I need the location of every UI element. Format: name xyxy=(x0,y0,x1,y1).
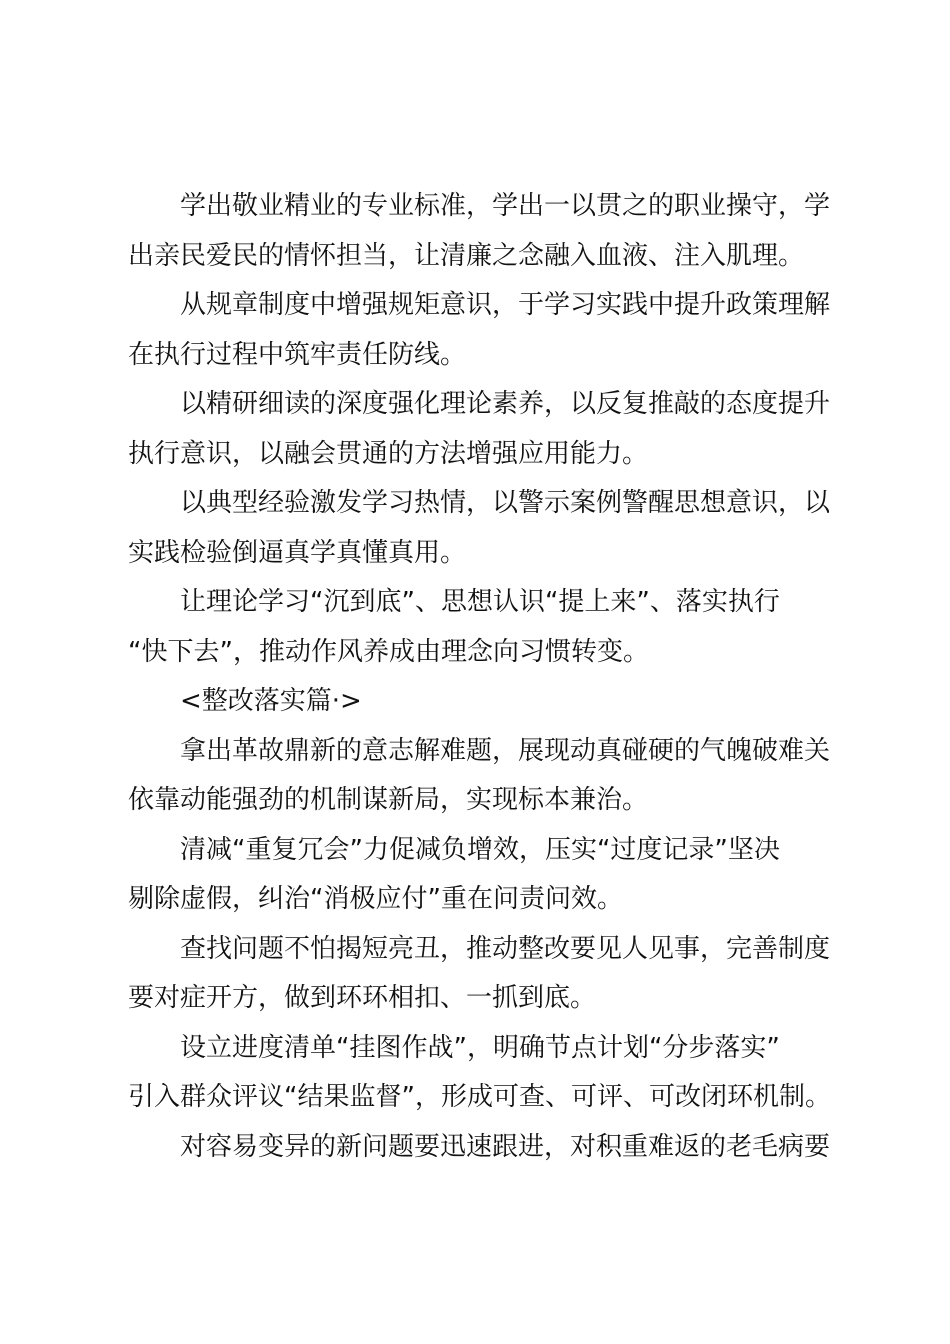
text-line: 学出敬业精业的专业标准，学出一以贯之的职业操守，学 xyxy=(180,191,831,221)
paragraph xyxy=(128,479,832,578)
text-line: 要对症开方，做到环环相扣、一抓到底。 xyxy=(128,983,597,1013)
section-heading xyxy=(128,677,832,727)
text-line: 依靠动能强劲的机制谋新局，实现标本兼治。 xyxy=(128,785,649,815)
text-line: 引入群众评议“结果监督”，形成可查、可评、可改闭环机制。 xyxy=(128,1082,831,1112)
text-line: 从规章制度中增强规矩意识，于学习实践中提升政策理解 xyxy=(180,290,831,320)
text-line: 设立进度清单“挂图作战”，明确节点计划“分步落实” xyxy=(180,1032,780,1063)
paragraph xyxy=(128,1123,832,1173)
text-line: 在执行过程中筑牢责任防线。 xyxy=(128,339,467,370)
text-line: “快下去”，推动作风养成由理念向习惯转变。 xyxy=(128,636,649,667)
paragraph xyxy=(128,925,832,1024)
text-line: 拿出革故鼎新的意志解难题，展现动真碰硬的气魄破难关 xyxy=(180,735,831,766)
text-line: 以典型经验激发学习热情，以警示案例警醒思想意识，以 xyxy=(180,488,831,518)
text-line: 对容易变异的新问题要迅速跟进，对积重难返的老毛病要 xyxy=(180,1131,831,1162)
paragraph xyxy=(128,380,832,479)
text-line: 出亲民爱民的情怀担当，让清廉之念融入血液、注入肌理。 xyxy=(128,240,805,271)
text-line: 让理论学习“沉到底”、思想认识“提上来”、落实执行 xyxy=(180,587,780,617)
text-line: 清减“重复冗会”力促减负增效，压实“过度记录”坚决 xyxy=(180,834,780,865)
text-line: 执行意识，以融会贯通的方法增强应用能力。 xyxy=(128,438,649,469)
paragraph xyxy=(128,1024,832,1123)
text-line: 查找问题不怕揭短亮丑，推动整改要见人见事，完善制度 xyxy=(180,933,831,964)
text-line: 实践检验倒逼真学真懂真用。 xyxy=(128,537,467,568)
paragraph xyxy=(128,578,832,677)
section-heading-text: <整改落实篇·> xyxy=(180,686,362,716)
paragraph xyxy=(128,826,832,925)
paragraph xyxy=(128,727,832,826)
text-line: 剔除虚假，纠治“消极应付”重在问责问效。 xyxy=(128,884,623,914)
paragraph xyxy=(128,182,832,281)
paragraph xyxy=(128,281,832,380)
document-body xyxy=(128,182,832,1172)
text-line: 以精研细读的深度强化理论素养，以反复推敲的态度提升 xyxy=(180,389,831,419)
